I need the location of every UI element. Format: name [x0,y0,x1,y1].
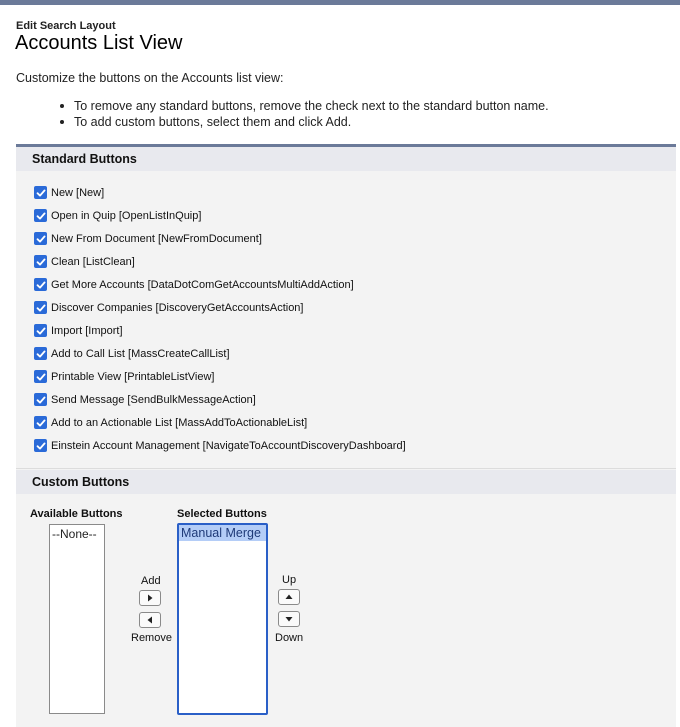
top-accent-bar [0,0,680,5]
standard-button-row[interactable] [34,296,406,319]
remove-button[interactable] [139,612,161,628]
checkbox-checked[interactable] [34,186,47,199]
checkbox-checked[interactable] [34,439,47,452]
standard-buttons-list [34,181,406,457]
available-buttons-label: Available Buttons [30,508,123,520]
checkbox-checked[interactable] [34,393,47,406]
instruction-item: To add custom buttons, select them and click Add. [58,114,549,130]
add-label: Add [141,575,161,587]
standard-button-label: Add to Call List [MassCreateCallList] [51,347,230,360]
intro-text: Customize the buttons on the Accounts list view: [16,71,284,85]
custom-buttons-section [16,468,676,727]
standard-button-row[interactable] [34,273,406,296]
up-label: Up [282,574,297,586]
section-title: Standard Buttons [16,147,676,171]
standard-button-row[interactable] [34,365,406,388]
standard-button-label: Discover Companies [DiscoveryGetAccountsAction] [51,301,304,314]
checkbox-checked[interactable] [34,209,47,222]
standard-button-label: Clean [ListClean] [51,255,135,268]
standard-button-row[interactable] [34,181,406,204]
selected-option[interactable]: Manual Merge [179,525,266,541]
available-buttons-listbox[interactable] [49,524,105,714]
section-title: Custom Buttons [16,470,676,494]
standard-button-row[interactable] [34,342,406,365]
standard-button-label: New From Document [NewFromDocument] [51,232,262,245]
standard-button-row[interactable] [34,227,406,250]
standard-button-label: Printable View [PrintableListView] [51,370,215,383]
standard-button-label: Add to an Actionable List [MassAddToActionableList] [51,416,308,429]
standard-button-label: Get More Accounts [DataDotComGetAccountsMultiAddAction] [51,278,354,291]
checkbox-checked[interactable] [34,232,47,245]
standard-button-row[interactable] [34,250,406,273]
down-label: Down [275,632,304,644]
standard-button-row[interactable] [34,434,406,457]
standard-button-label: Import [Import] [51,324,123,337]
standard-button-label: Open in Quip [OpenListInQuip] [51,209,202,222]
move-up-button[interactable] [278,589,300,605]
arrow-up-icon [285,593,293,601]
standard-button-row[interactable] [34,319,406,342]
arrow-right-icon [146,594,154,602]
standard-button-row[interactable] [34,388,406,411]
standard-button-row[interactable] [34,411,406,434]
checkbox-checked[interactable] [34,370,47,383]
standard-button-row[interactable] [34,204,406,227]
checkbox-checked[interactable] [34,278,47,291]
standard-button-label: Einstein Account Management [NavigateToAccountDiscoveryDashboard] [51,439,406,452]
selected-buttons-listbox[interactable] [177,523,268,715]
standard-button-label: New [New] [51,186,105,199]
selected-buttons-label: Selected Buttons [177,508,267,520]
page-eyebrow: Edit Search Layout [16,20,116,32]
available-option[interactable]: --None-- [52,527,97,541]
checkbox-checked[interactable] [34,347,47,360]
standard-buttons-section [16,144,676,468]
page-title: Accounts List View [15,32,183,54]
arrow-down-icon [285,615,293,623]
move-down-button[interactable] [278,611,300,627]
checkbox-checked[interactable] [34,255,47,268]
checkbox-checked[interactable] [34,301,47,314]
checkbox-checked[interactable] [34,416,47,429]
instruction-item: To remove any standard buttons, remove the check next to the standard button name. [58,98,549,114]
instructions-list [58,98,549,130]
add-button[interactable] [139,590,161,606]
standard-button-label: Send Message [SendBulkMessageAction] [51,393,256,406]
arrow-left-icon [146,616,154,624]
checkbox-checked[interactable] [34,324,47,337]
remove-label: Remove [131,632,172,644]
